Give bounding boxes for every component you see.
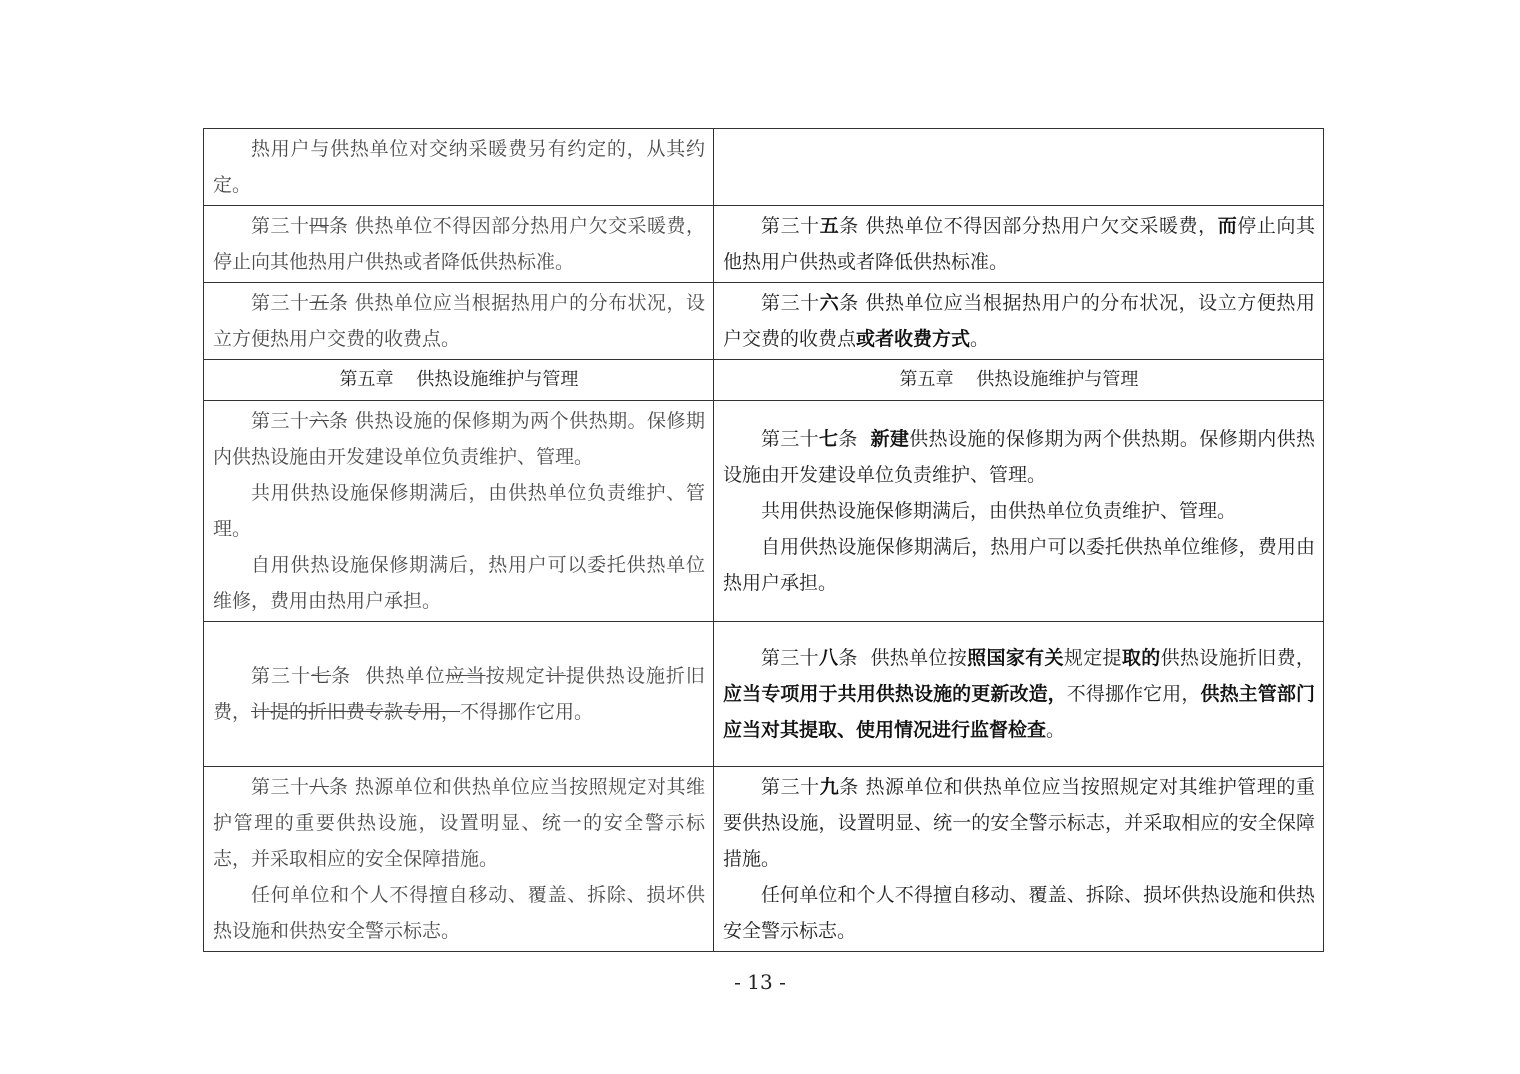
comparison-table <box>203 128 1324 952</box>
article-text: 规定提 <box>1063 647 1122 669</box>
new-text-cell <box>714 129 1324 206</box>
paragraph: 共用供热设施保修期满后，由供热单位负责维护、管理。 <box>213 482 705 540</box>
paragraph <box>723 769 1315 877</box>
paragraph: 热用户与供热单位对交纳采暖费另有约定的，从其约定。 <box>213 138 705 196</box>
article-prefix: 第三十 <box>761 215 820 237</box>
deleted-text: 八 <box>309 776 329 798</box>
article-text: 不得挪作它用。 <box>460 701 594 723</box>
paragraph <box>213 658 705 730</box>
inserted-text: 七 <box>819 428 839 450</box>
article-text: 不得挪作它用， <box>1066 683 1201 705</box>
inserted-text: 应当专项用于共用供热设施的更新改造， <box>723 683 1067 705</box>
paragraph: 自用供热设施保修期满后，热用户可以委托供热单位维修，费用由热用户承担。 <box>723 536 1315 594</box>
article-text: 。 <box>970 328 990 350</box>
article-text: 条 供热单位不得因部分热用户欠交采暖费，停止向其他热用户供热或者降低供热标准。 <box>213 215 705 273</box>
inserted-text: 五 <box>819 215 840 237</box>
deleted-text: 应当 <box>445 665 486 687</box>
paragraph: 任何单位和个人不得擅自移动、覆盖、拆除、损坏供热设施和供热安全警示标志。 <box>723 884 1315 942</box>
deleted-text: 七 <box>311 665 332 687</box>
new-text-cell <box>714 206 1324 283</box>
inserted-text: 八 <box>819 647 839 669</box>
paragraph <box>723 208 1315 280</box>
article-prefix: 第三十 <box>251 410 310 432</box>
inserted-text: 或者收费方式 <box>856 328 971 350</box>
old-text-cell <box>204 401 714 622</box>
table-row <box>204 283 1324 360</box>
article-prefix: 第三十 <box>251 776 310 798</box>
article-text: 条 供热单位按 <box>838 647 968 669</box>
article-text: 供热设施折旧费， <box>1160 647 1315 669</box>
paragraph <box>213 403 705 475</box>
new-text-cell <box>714 283 1324 360</box>
deleted-text: 五 <box>309 292 329 314</box>
old-text-cell <box>204 129 714 206</box>
inserted-text: 供热主管部门应当对其提取、使用情况进行监督检查 <box>723 683 1315 741</box>
article-prefix: 第三十 <box>761 776 820 798</box>
deleted-text: 计 <box>545 665 566 687</box>
article-text: 条 供热单位不得因部分热用户欠交采暖费， <box>839 215 1218 237</box>
old-text-cell <box>204 767 714 952</box>
article-text: 供热设施的保修期为两个供热期。保修期内供热设施由开发建设单位负责维护、管理。 <box>723 428 1315 486</box>
chapter-heading-old: 第五章 供热设施维护与管理 <box>204 360 714 401</box>
table-row <box>204 206 1324 283</box>
deleted-text: 六 <box>309 410 329 432</box>
deleted-text: 计提的折旧费专款专用， <box>251 701 461 723</box>
table-row <box>204 767 1324 952</box>
article-text: 按规定 <box>485 665 546 687</box>
paragraph <box>723 421 1315 493</box>
paragraph <box>213 769 705 877</box>
inserted-text: 九 <box>819 776 840 798</box>
inserted-text: 六 <box>819 292 840 314</box>
table-row <box>204 360 1324 401</box>
table-row <box>204 622 1324 767</box>
article-text: 条 热源单位和供热单位应当按照规定对其维护管理的重要供热设施，设置明显、统一的安全警示标志，并采取相应的安全保障措施。 <box>723 776 1315 870</box>
paragraph <box>213 285 705 357</box>
paragraph: 共用供热设施保修期满后，由供热单位负责维护、管理。 <box>761 500 1237 522</box>
inserted-text: 照国家有关 <box>967 647 1064 669</box>
article-text: 。 <box>1046 719 1066 741</box>
paragraph <box>723 640 1315 748</box>
new-text-cell <box>714 767 1324 952</box>
article-text: 停止向其他热用户供热或者降低供热标准。 <box>723 215 1315 273</box>
old-text-cell <box>204 283 714 360</box>
old-text-cell <box>204 206 714 283</box>
chapter-heading-new: 第五章 供热设施维护与管理 <box>714 360 1324 401</box>
inserted-text: 而 <box>1217 215 1238 237</box>
old-text-cell <box>204 622 714 767</box>
article-prefix: 第三十 <box>251 292 310 314</box>
new-text-cell <box>714 622 1324 767</box>
article-text: 条 供热单位应当根据热用户的分布状况，设立方便热用户交费的收费点 <box>723 292 1315 350</box>
article-text: 条 热源单位和供热单位应当按照规定对其维护管理的重要供热设施，设置明显、统一的安全警示标志，并采取相应的安全保障措施。 <box>213 776 705 870</box>
article-text: 条 供热设施的保修期为两个供热期。保修期内供热设施由开发建设单位负责维护、管理。 <box>213 410 705 468</box>
table-row <box>204 129 1324 206</box>
paragraph: 自用供热设施保修期满后，热用户可以委托供热单位维修，费用由热用户承担。 <box>213 554 705 612</box>
table-row <box>204 401 1324 622</box>
article-prefix: 第三十 <box>761 292 820 314</box>
article-prefix: 第三十 <box>251 215 310 237</box>
paragraph: 任何单位和个人不得擅自移动、覆盖、拆除、损坏供热设施和供热安全警示标志。 <box>213 884 705 942</box>
deleted-text: 四 <box>309 215 329 237</box>
new-text-cell <box>714 401 1324 622</box>
article-text: 条 <box>838 428 871 450</box>
article-text: 条 供热单位应当根据热用户的分布状况，设立方便热用户交费的收费点。 <box>213 292 705 350</box>
paragraph <box>213 208 705 280</box>
article-prefix: 第三十 <box>761 647 820 669</box>
page-number: - 13 - <box>734 970 786 994</box>
inserted-text: 新建 <box>870 428 910 450</box>
article-text: 提供热设施折旧费， <box>213 665 705 723</box>
article-prefix: 第三十 <box>761 428 820 450</box>
paragraph <box>723 285 1315 357</box>
inserted-text: 取的 <box>1121 647 1161 669</box>
article-text: 条 供热单位 <box>331 665 446 687</box>
article-prefix: 第三十 <box>251 665 312 687</box>
